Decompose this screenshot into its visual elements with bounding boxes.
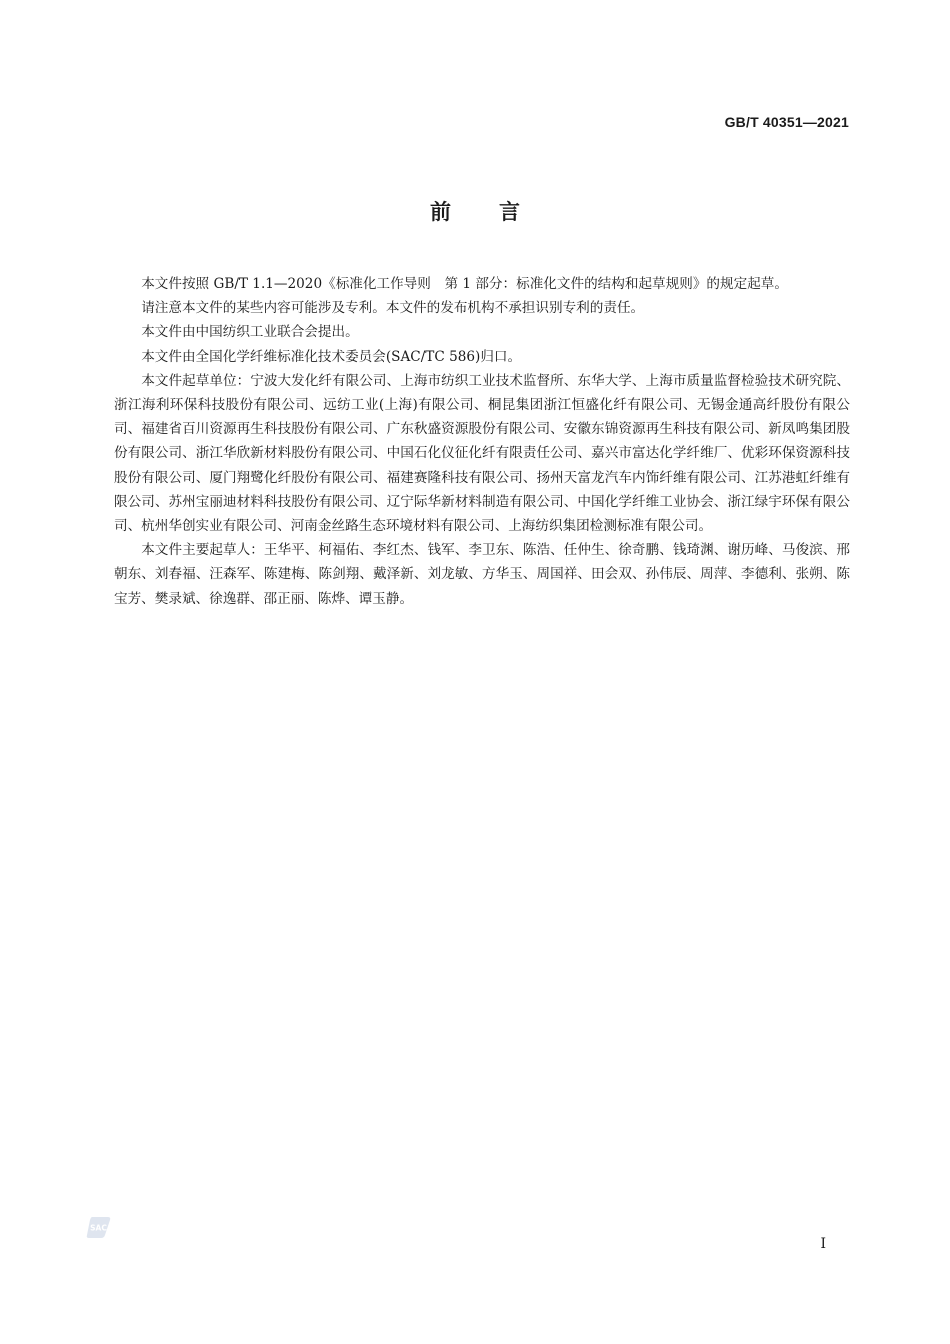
title-char-2: 言 xyxy=(499,200,520,224)
title-char-1: 前 xyxy=(430,200,451,224)
page-title xyxy=(0,196,950,226)
sac-logo-icon xyxy=(86,1214,112,1240)
standard-code: GB/T 40351—2021 xyxy=(724,114,849,130)
paragraph-committee: 本文件由全国化学纤维标准化技术委员会(SAC/TC 586)归口。 xyxy=(141,348,522,365)
paragraph-drafting-rules: 本文件按照 GB/T 1.1—2020《标准化工作导则 第 1 部分：标准化文件的结构和起草规则》的规定起草。 xyxy=(141,276,788,292)
page-number: I xyxy=(820,1236,826,1252)
paragraph-drafting-units: 本文件起草单位：宁波大发化纤有限公司、上海市纺织工业技术监督所、东华大学、上海市质量监督检验技术研究院、浙江海利环保科技股份有限公司、远纺工业(上海)有限公司、桐昆集团浙江恒盛化纤有限公司、无锡金通高纤股份有限公司、福建省百川资源再生科技股份有限公司、广东秋盛资源股份有限公司、安徽东锦资源再生科技有限公司、新凤鸣集团股份有限公司、浙江华欣新材料股份有限公司、中国石化仪征化纤有限责任公司、嘉兴市富达化学纤维厂、优彩环保资源科技股份有限公司、厦门翔鹭化纤股份有限公司、福建赛隆科技有限公司、扬州天富龙汽车内饰纤维有限公司、江苏港虹纤维有限公司、苏州宝丽迪材料科技股份有限公司、辽宁际华新材料制造有限公司、中国化学纤维工业协会、浙江绿宇环保有限公司、杭州华创实业有限公司、河南金丝路生态环境材料有限公司、上海纺织集团检测标准有限公司。 xyxy=(114,372,850,535)
paragraph-drafters: 本文件主要起草人：王华平、柯福佑、李红杰、钱军、李卫东、陈浩、任仲生、徐奇鹏、钱琦渊、谢历峰、马俊滨、邢朝东、刘春福、汪森军、陈建梅、陈剑翔、戴泽新、刘龙敏、方华玉、周国祥、田会双、孙伟辰、周萍、李德利、张朔、陈宝芳、樊录斌、徐逸群、邵正丽、陈烨、谭玉静。 xyxy=(114,542,850,607)
foreword-body xyxy=(114,272,850,611)
paragraph-patent-notice: 请注意本文件的某些内容可能涉及专利。本文件的发布机构不承担识别专利的责任。 xyxy=(141,300,645,317)
svg-text:SAC: SAC xyxy=(90,1223,107,1233)
paragraph-proposer: 本文件由中国纺织工业联合会提出。 xyxy=(141,324,359,341)
